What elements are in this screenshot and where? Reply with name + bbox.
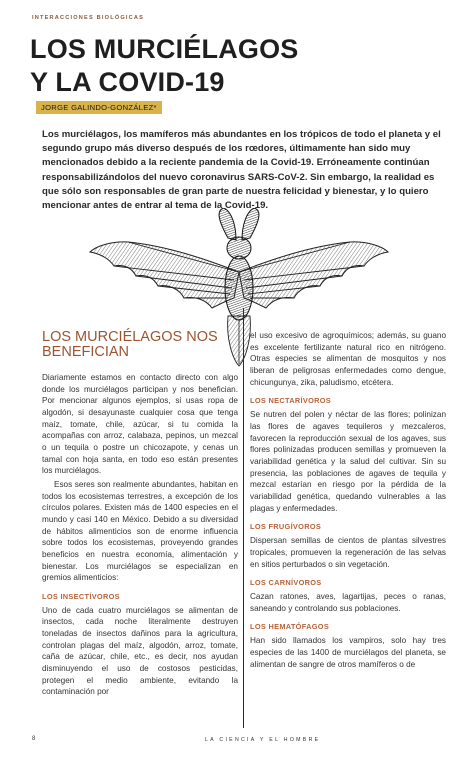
page-number: 8	[32, 736, 36, 742]
hematophages-heading: LOS HEMATÓFAGOS	[250, 622, 330, 632]
left-column	[42, 330, 238, 698]
carnivores-heading: LOS CARNÍVOROS	[250, 578, 322, 588]
article-title	[30, 33, 299, 99]
nectarivores-heading: LOS NECTARÍVOROS	[250, 396, 332, 406]
title-line-1: LOS MURCIÉLAGOS	[30, 34, 299, 64]
benefits-paragraph-2: Esos seres son realmente abundantes, habitan en todos los ecosistemas terrestres, a excepción de los círculos polares. Existen más de 1400 especies en el mundo y casi 140 en México. Debido a su diversidad de hábitos alimenticios son de enorme influencia sobre todos los ecosistemas, proveyendo grandes beneficios en nuestra economía, alimentación y bienestar. Los murciélagos se especializan en gremios alimenticios:	[42, 479, 238, 583]
title-line-2: Y LA COVID-19	[30, 67, 225, 97]
section-label: INTERACCIONES BIOLÓGICAS	[32, 15, 145, 21]
insectivores-text: Uno de cada cuatro murciélagos se alimentan de insectos, cada noche literalmente destruyen toneladas de insectos dañinos para la agricultura, controlan plagas del maíz, algodón, arroz, tomate, caña de azúcar, chile, etc., es decir, nos ayudan disminuyendo el uso de costosos pesticidas, protegen el medio ambiente, evitando la contaminación por	[42, 605, 238, 697]
author-byline: JORGE GALINDO-GONZÁLEZ*	[36, 101, 162, 114]
column-divider	[243, 308, 244, 728]
frugivores-heading: LOS FRUGÍVOROS	[250, 522, 322, 532]
intro-paragraph: Los murciélagos, los mamíferos más abundantes en los trópicos de todo el planeta y el segundo grupo más diverso después de los rœdores, últimamente han sido muy mencionados debido a la reciente pandemia de la Covid-19. Erróneamente continúan responsabilizándolos del nuevo coronavirus SARS-CoV-2. Sin embargo, la realidad es que sólo son responsables de gran parte de nuestra felicidad y bienestar, y lo quiero mencionar antes de entrar al tema de la Covid-19.	[42, 129, 441, 212]
frugivores-text: Dispersan semillas de cientos de plantas silvestres tropicales, promueven la regeneración de las selvas en sitios perturbados o sin vegetación.	[250, 536, 446, 569]
nectarivores-text: Se nutren del polen y néctar de las flores; polinizan las flores de agaves tequileros y mezcaleros, favorecen la reproducción sexual de los agaves, sus flores polinizadas producen semillas y promueven la variabilidad genética y la salud del cultivar. Sin su presencia, las poblaciones de agaves de tequila y mezcal estarían en riesgo por la pérdida de la variabilidad genética, quedando vulnerables a las plagas y enfermedades.	[250, 410, 446, 513]
benefits-heading: LOS MURCIÉLAGOS NOS BENEFICIAN	[42, 329, 218, 360]
magazine-name: LA CIENCIA Y EL HOMBRE	[205, 737, 321, 743]
benefits-paragraph-1: Diariamente estamos en contacto directo con algo donde los murciélagos participan y nos benefician. Por mencionar algunos ejemplos, si usas ropa de algodón, si desayunaste cualquier cosa que tenga maíz, tomate, chile, azúcar, si tu comida la acompañas con arroz, calabaza, pepinos, un mezcal o un tequila o postre un chicozapote, y cenas un tamal con hoja santa, en todo eso están presentes los murciélagos.	[42, 373, 238, 476]
hematophages-text: Han sido llamados los vampiros, solo hay tres especies de las 1400 de murciélagos del planeta, se alimentan de sangre de otros mamíferos o de	[250, 636, 446, 669]
insectivores-continuation: el uso excesivo de agroquímicos; además, su guano es excelente fertilizante natural rico en nitrógeno. Otras especies se alimentan de mosquitos y nos liberan de peligrosas enfermedades como dengue, chicungunya, zika, paludismo, etcétera.	[250, 331, 446, 387]
right-column	[250, 330, 446, 670]
carnivores-text: Cazan ratones, aves, lagartijas, peces o ranas, saneando y controlando sus poblaciones.	[250, 592, 446, 613]
insectivores-heading: LOS INSECTÍVOROS	[42, 591, 120, 601]
